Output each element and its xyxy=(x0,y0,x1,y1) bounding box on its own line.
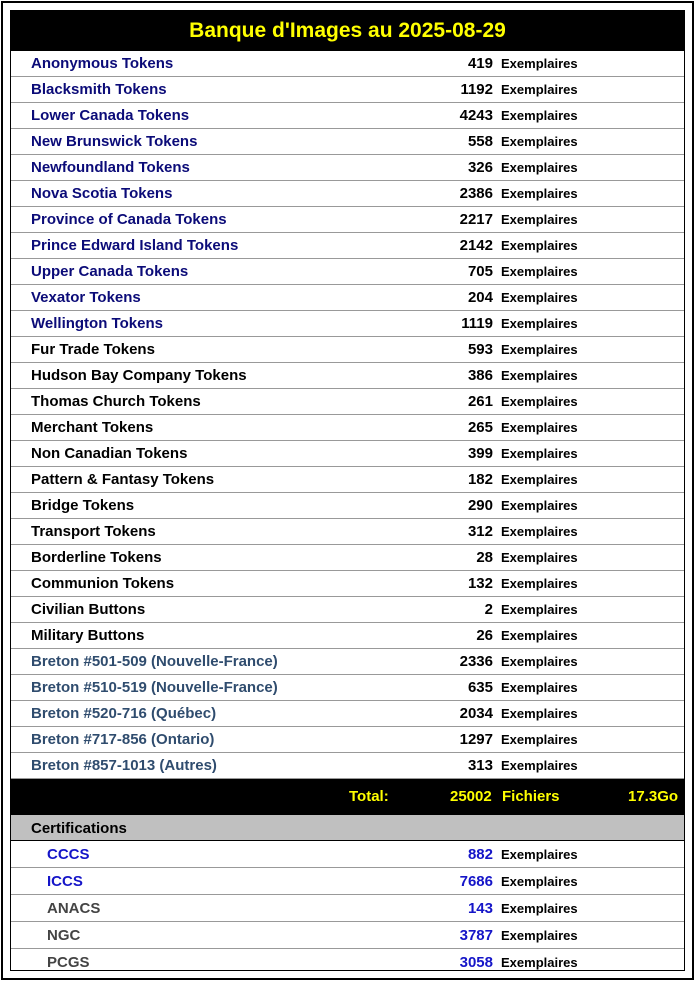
list-item[interactable] xyxy=(11,337,684,363)
collection-name[interactable]: Thomas Church Tokens xyxy=(31,393,201,410)
collection-count: 326 xyxy=(467,159,493,176)
collection-name[interactable]: Province of Canada Tokens xyxy=(31,211,227,228)
list-item[interactable] xyxy=(11,181,684,207)
list-item[interactable] xyxy=(11,701,684,727)
collection-count: 2034 xyxy=(459,705,493,722)
unit-label: Exemplaires xyxy=(501,758,578,773)
unit-label: Exemplaires xyxy=(501,874,578,889)
unit-label: Exemplaires xyxy=(501,928,578,943)
list-item[interactable] xyxy=(11,129,684,155)
collection-count: 593 xyxy=(467,341,493,358)
unit-label: Exemplaires xyxy=(501,955,578,970)
collection-count: 4243 xyxy=(459,107,493,124)
list-item[interactable] xyxy=(11,841,684,868)
unit-label: Exemplaires xyxy=(501,550,578,565)
list-item[interactable] xyxy=(11,103,684,129)
list-item[interactable] xyxy=(11,467,684,493)
collection-name[interactable]: Breton #501-509 (Nouvelle-France) xyxy=(31,653,278,670)
collection-count: 261 xyxy=(467,393,493,410)
list-item[interactable] xyxy=(11,949,684,971)
total-label: Total: xyxy=(349,788,389,805)
list-item[interactable] xyxy=(11,623,684,649)
collection-count: 204 xyxy=(467,289,493,306)
unit-label: Exemplaires xyxy=(501,576,578,591)
certification-name[interactable]: ANACS xyxy=(47,900,101,917)
collection-name[interactable]: Non Canadian Tokens xyxy=(31,445,188,462)
unit-label: Exemplaires xyxy=(501,342,578,357)
collection-count: 2 xyxy=(484,601,493,618)
collection-count: 1297 xyxy=(459,731,493,748)
list-item[interactable] xyxy=(11,519,684,545)
list-item[interactable] xyxy=(11,895,684,922)
collection-count: 182 xyxy=(467,471,493,488)
collection-count: 28 xyxy=(476,549,493,566)
unit-label: Exemplaires xyxy=(501,420,578,435)
unit-label: Exemplaires xyxy=(501,56,578,71)
unit-label: Exemplaires xyxy=(501,212,578,227)
collection-count: 386 xyxy=(467,367,493,384)
collection-count: 312 xyxy=(467,523,493,540)
collection-name[interactable]: Borderline Tokens xyxy=(31,549,162,566)
collection-name[interactable]: Communion Tokens xyxy=(31,575,175,592)
certification-count: 143 xyxy=(467,900,493,917)
list-item[interactable] xyxy=(11,727,684,753)
unit-label: Exemplaires xyxy=(501,316,578,331)
unit-label: Exemplaires xyxy=(501,186,578,201)
certification-name[interactable]: ICCS xyxy=(47,873,83,890)
collection-name[interactable]: Transport Tokens xyxy=(31,523,156,540)
certifications-header-label: Certifications xyxy=(31,820,127,837)
collection-name[interactable]: New Brunswick Tokens xyxy=(31,133,198,150)
list-item[interactable] xyxy=(11,285,684,311)
collection-name[interactable]: Breton #520-716 (Québec) xyxy=(31,705,217,722)
list-item[interactable] xyxy=(11,389,684,415)
collection-count: 399 xyxy=(467,445,493,462)
page-title-text: Banque d'Images au 2025-08-29 xyxy=(189,19,506,42)
collection-name[interactable]: Anonymous Tokens xyxy=(31,55,174,72)
list-item[interactable] xyxy=(11,363,684,389)
list-item[interactable] xyxy=(11,597,684,623)
unit-label: Exemplaires xyxy=(501,82,578,97)
collection-name[interactable]: Military Buttons xyxy=(31,627,145,644)
collection-list xyxy=(11,51,684,779)
unit-label: Exemplaires xyxy=(501,160,578,175)
certifications-list xyxy=(11,841,684,971)
unit-label: Exemplaires xyxy=(501,238,578,253)
certification-name[interactable]: CCCS xyxy=(47,846,90,863)
list-item[interactable] xyxy=(11,675,684,701)
collection-name[interactable]: Wellington Tokens xyxy=(31,315,163,332)
list-item[interactable] xyxy=(11,233,684,259)
certification-count: 882 xyxy=(467,846,493,863)
collection-count: 2217 xyxy=(459,211,493,228)
collection-count: 2336 xyxy=(459,653,493,670)
collection-name[interactable]: Hudson Bay Company Tokens xyxy=(31,367,247,384)
list-item[interactable] xyxy=(11,77,684,103)
unit-label: Exemplaires xyxy=(501,472,578,487)
unit-label: Exemplaires xyxy=(501,394,578,409)
unit-label: Exemplaires xyxy=(501,602,578,617)
unit-label: Exemplaires xyxy=(501,264,578,279)
unit-label: Exemplaires xyxy=(501,680,578,695)
collection-name[interactable]: Breton #857-1013 (Autres) xyxy=(31,757,217,774)
list-item[interactable] xyxy=(11,51,684,77)
collection-count: 419 xyxy=(467,55,493,72)
total-row xyxy=(11,779,684,815)
collection-count: 2142 xyxy=(459,237,493,254)
list-item[interactable] xyxy=(11,649,684,675)
total-size: 17.3Go xyxy=(628,788,679,805)
list-item[interactable] xyxy=(11,753,684,779)
list-item[interactable] xyxy=(11,155,684,181)
total-count: 25002 xyxy=(450,788,492,805)
list-item[interactable] xyxy=(11,259,684,285)
unit-label: Exemplaires xyxy=(501,446,578,461)
certification-name[interactable]: NGC xyxy=(47,927,81,944)
list-item[interactable] xyxy=(11,207,684,233)
collection-count: 1119 xyxy=(461,315,493,332)
unit-label: Exemplaires xyxy=(501,108,578,123)
list-item[interactable] xyxy=(11,868,684,895)
list-item[interactable] xyxy=(11,493,684,519)
total-unit: Fichiers xyxy=(502,788,560,805)
page-title xyxy=(11,11,684,51)
certification-name[interactable]: PCGS xyxy=(47,954,90,971)
collection-count: 2386 xyxy=(459,185,493,202)
unit-label: Exemplaires xyxy=(501,498,578,513)
collection-name[interactable]: Vexator Tokens xyxy=(31,289,141,306)
certification-count: 3787 xyxy=(459,927,493,944)
collection-name[interactable]: Newfoundland Tokens xyxy=(31,159,190,176)
collection-name[interactable]: Breton #510-519 (Nouvelle-France) xyxy=(31,679,278,696)
page-frame xyxy=(1,1,694,980)
collection-name[interactable]: Upper Canada Tokens xyxy=(31,263,189,280)
collection-name[interactable]: Bridge Tokens xyxy=(31,497,135,514)
list-item[interactable] xyxy=(11,311,684,337)
collection-name[interactable]: Civilian Buttons xyxy=(31,601,146,618)
inventory-table xyxy=(10,10,685,971)
certification-count: 3058 xyxy=(459,954,493,971)
collection-count: 26 xyxy=(476,627,493,644)
unit-label: Exemplaires xyxy=(501,847,578,862)
list-item[interactable] xyxy=(11,571,684,597)
unit-label: Exemplaires xyxy=(501,524,578,539)
list-item[interactable] xyxy=(11,922,684,949)
unit-label: Exemplaires xyxy=(501,654,578,669)
collection-name[interactable]: Lower Canada Tokens xyxy=(31,107,190,124)
unit-label: Exemplaires xyxy=(501,706,578,721)
list-item[interactable] xyxy=(11,415,684,441)
collection-count: 265 xyxy=(467,419,493,436)
unit-label: Exemplaires xyxy=(501,290,578,305)
collection-name[interactable]: Pattern & Fantasy Tokens xyxy=(31,471,215,488)
collection-name[interactable]: Merchant Tokens xyxy=(31,419,154,436)
unit-label: Exemplaires xyxy=(501,134,578,149)
list-item[interactable] xyxy=(11,441,684,467)
collection-name[interactable]: Prince Edward Island Tokens xyxy=(31,237,239,254)
collection-name[interactable]: Blacksmith Tokens xyxy=(31,81,167,98)
collection-count: 558 xyxy=(467,133,493,150)
certification-count: 7686 xyxy=(459,873,493,890)
unit-label: Exemplaires xyxy=(501,901,578,916)
collection-count: 705 xyxy=(467,263,493,280)
collection-count: 1192 xyxy=(460,81,493,98)
collection-name[interactable]: Fur Trade Tokens xyxy=(31,341,155,358)
unit-label: Exemplaires xyxy=(501,732,578,747)
collection-count: 290 xyxy=(467,497,493,514)
unit-label: Exemplaires xyxy=(501,368,578,383)
list-item[interactable] xyxy=(11,545,684,571)
collection-count: 313 xyxy=(467,757,493,774)
collection-name[interactable]: Nova Scotia Tokens xyxy=(31,185,173,202)
collection-count: 132 xyxy=(467,575,493,592)
collection-count: 635 xyxy=(467,679,493,696)
collection-name[interactable]: Breton #717-856 (Ontario) xyxy=(31,731,215,748)
unit-label: Exemplaires xyxy=(501,628,578,643)
certifications-header xyxy=(11,815,684,841)
